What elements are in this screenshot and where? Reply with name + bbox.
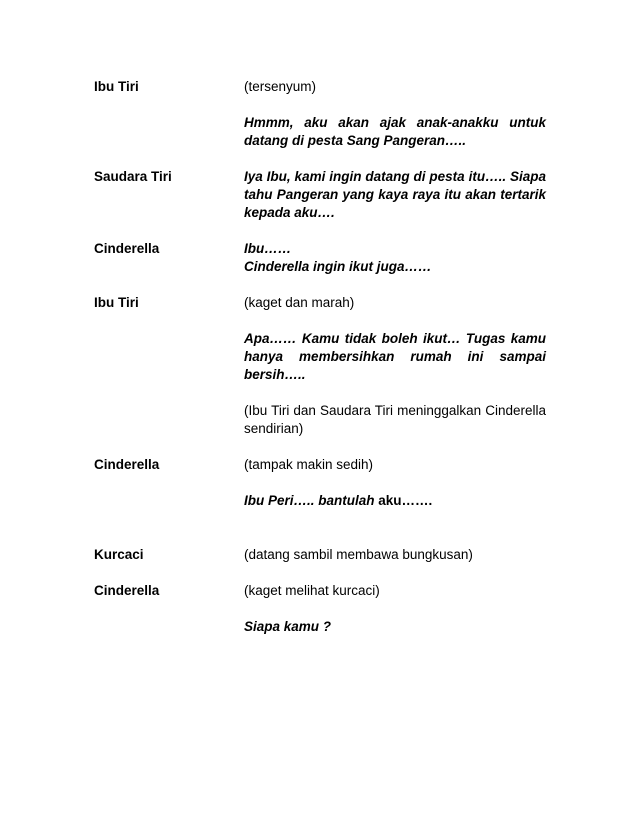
stage-direction: (kaget dan marah) [244,295,355,310]
speaker-name: Cinderella [94,457,160,472]
script-entry [94,456,546,510]
entry-lines [244,456,546,510]
dialogue-line: Apa…… Kamu tidak boleh ikut… Tugas kamu hanya membersihkan rumah ini sampai bersih….. [244,331,546,382]
speaker-name: Cinderella [94,241,160,256]
dialogue-line: Hmmm, aku akan ajak anak-anakku untuk datang di pesta Sang Pangeran….. [244,115,546,148]
dialogue-line: Iya Ibu, kami ingin datang di pesta itu….. Siapa tahu Pangeran yang kaya raya itu akan tertarik kepada aku…. [244,169,546,220]
entry-lines [244,78,546,150]
stage-direction: (tampak makin sedih) [244,457,374,472]
stage-direction: (datang sambil membawa bungkusan) [244,547,473,562]
stage-direction: (kaget melihat kurcaci) [244,583,380,598]
entry-lines [244,240,546,276]
stage-direction: (tersenyum) [244,79,317,94]
speaker-name: Cinderella [94,583,160,598]
entry-lines [244,168,546,222]
speaker-name: Saudara Tiri [94,169,172,184]
dialogue-normal-part: aku……. [374,493,433,508]
script-entry [94,294,546,438]
speaker-name: Ibu Tiri [94,79,139,94]
dialogue-line [244,492,546,510]
script-entry [94,78,546,150]
script-entry [94,240,546,276]
speaker-name: Ibu Tiri [94,295,139,310]
script-entry [94,546,546,564]
entry-lines [244,294,546,438]
script-entry [94,168,546,222]
stage-direction: (Ibu Tiri dan Saudara Tiri meninggalkan Cinderella sendirian) [244,403,546,436]
play-script [94,78,546,636]
entry-lines [244,582,546,636]
entry-lines [244,546,546,564]
dialogue-line: Ibu…… [244,241,292,256]
dialogue-line: Cinderella ingin ikut juga…… [244,259,432,274]
script-entry [94,582,546,636]
dialogue-italic-part: Ibu Peri….. bantulah [244,493,375,508]
speaker-name: Kurcaci [94,547,144,562]
dialogue-line: Siapa kamu ? [244,619,332,634]
